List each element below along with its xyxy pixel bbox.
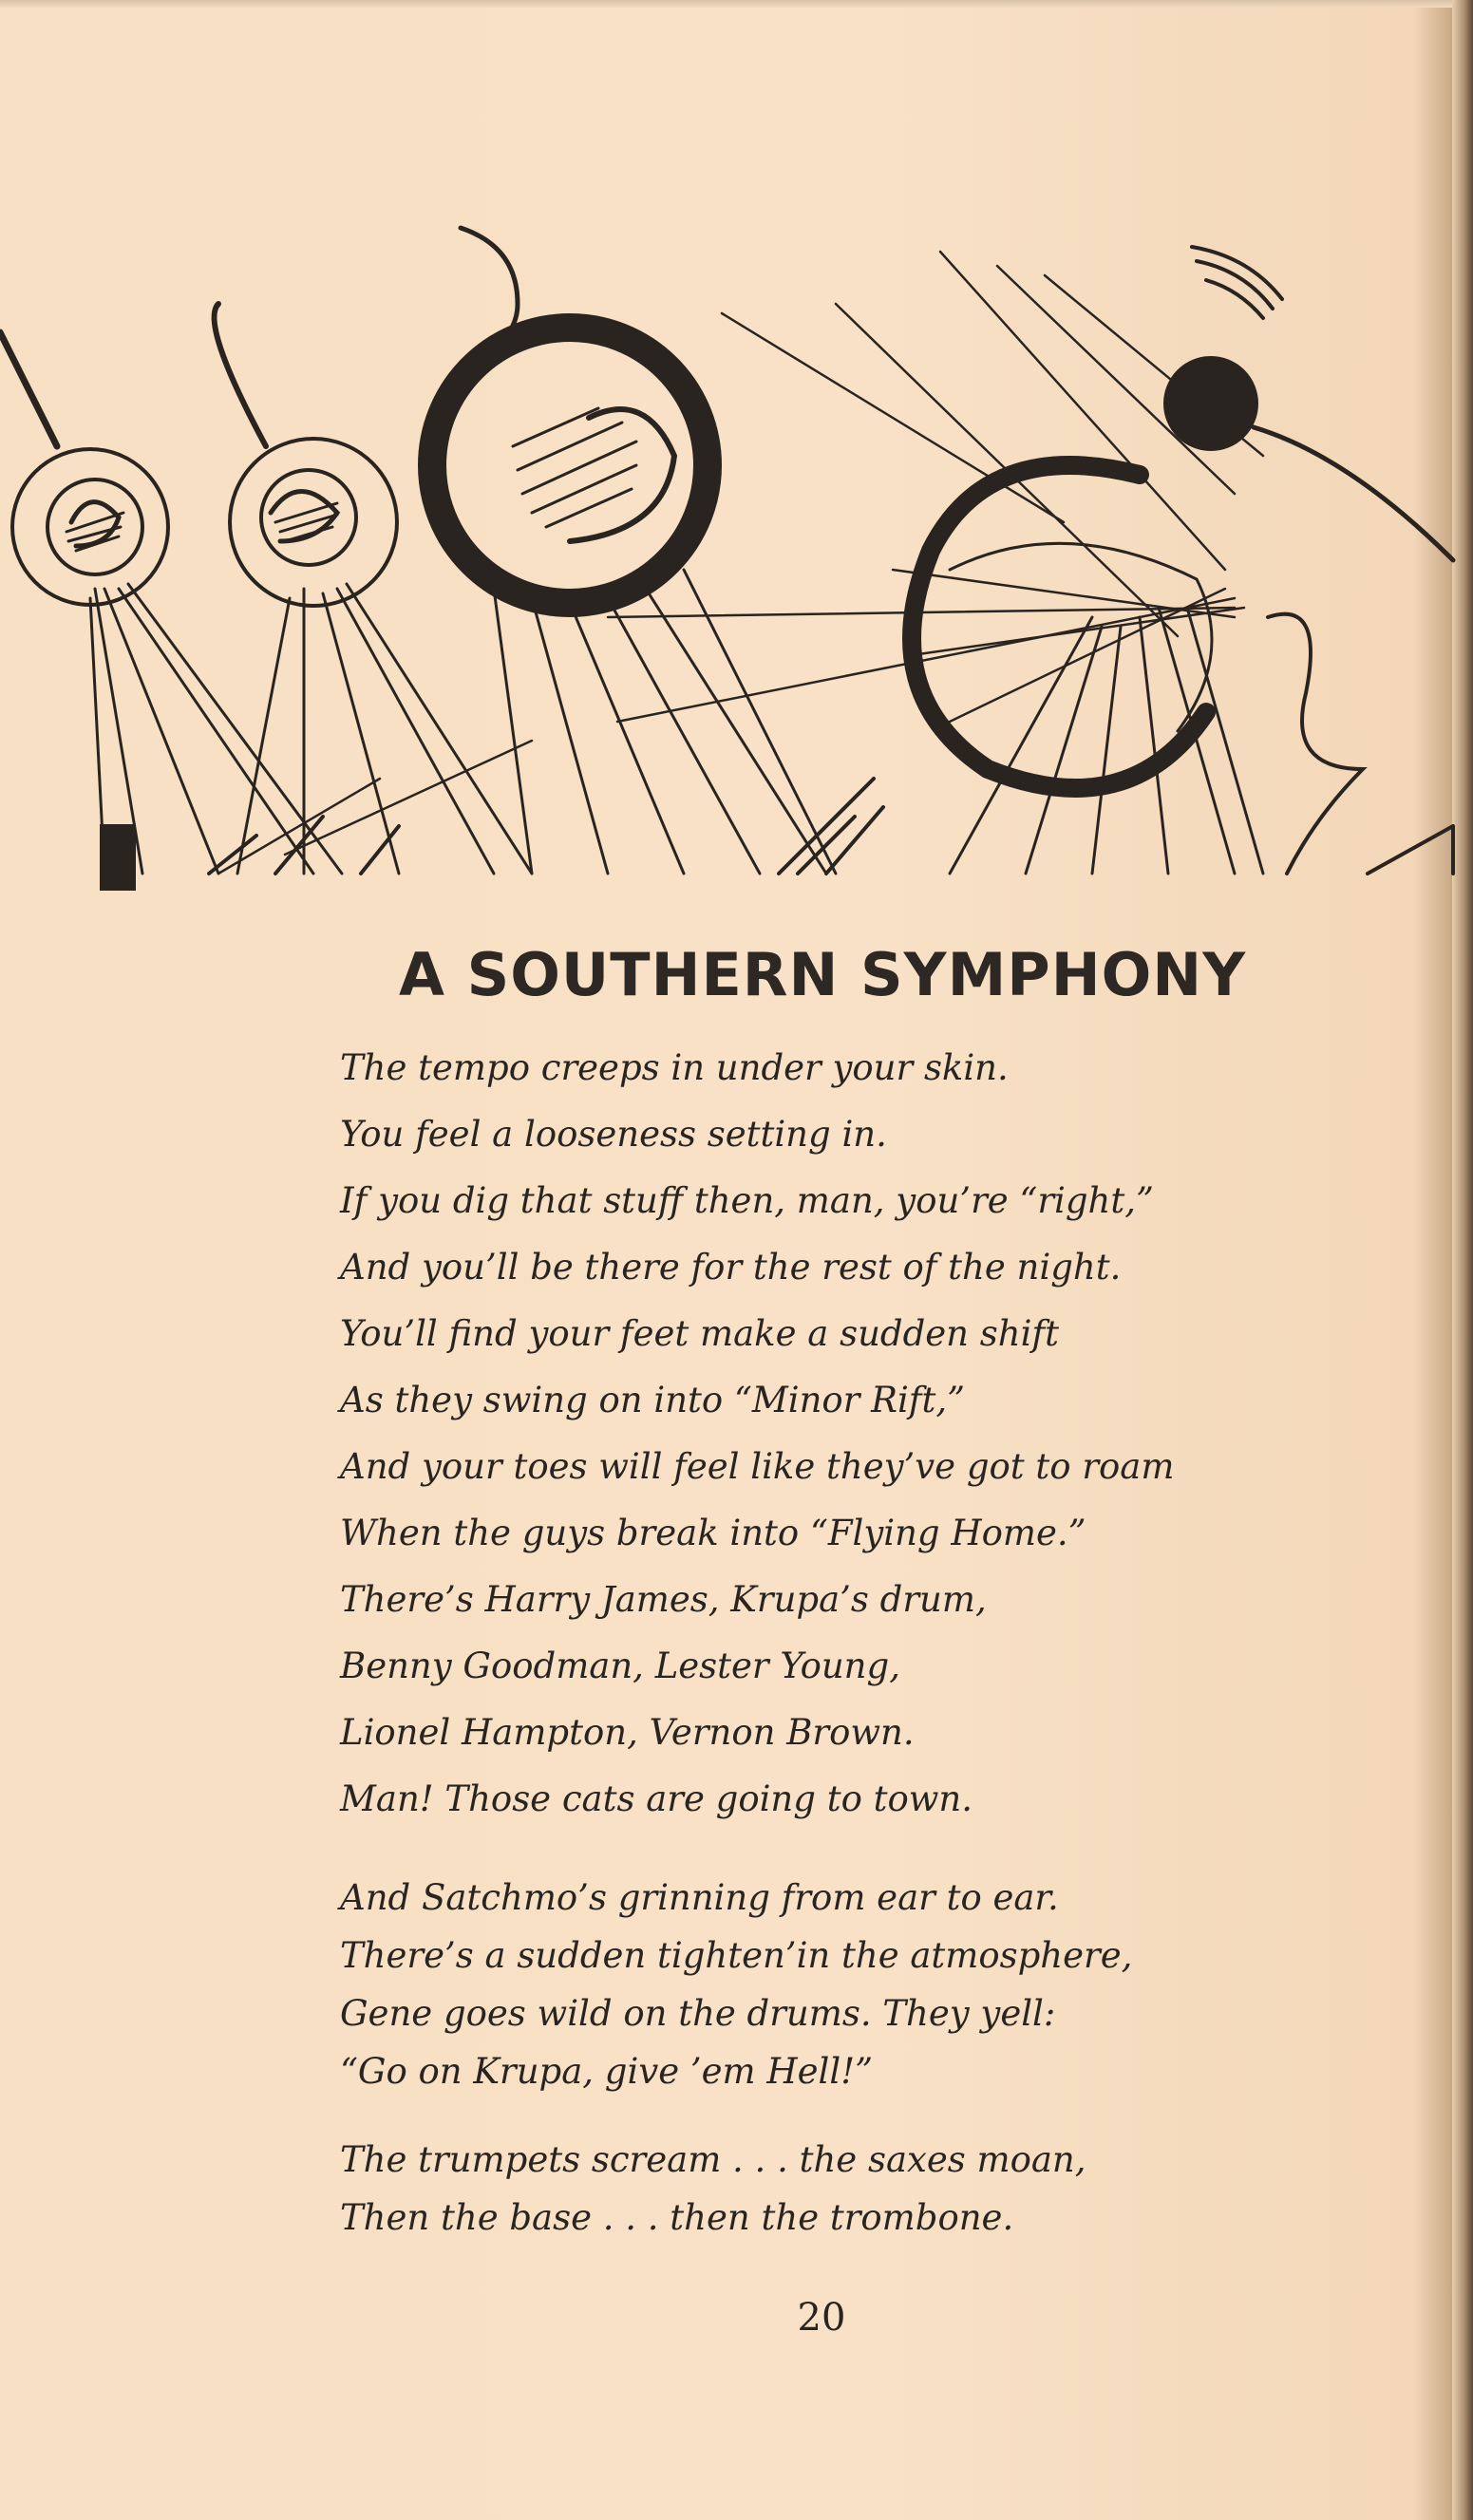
- ground-lines: [95, 614, 1463, 874]
- poem-line: Man! Those cats are going to town.: [340, 1778, 973, 1819]
- stanza: [340, 1869, 1290, 2100]
- stanza: [340, 2131, 1290, 2247]
- poem-line: And your toes will feel like they’ve got to roam: [340, 1446, 1175, 1487]
- poem-body: [340, 1035, 1290, 2247]
- poem-line: Lionel Hampton, Vernon Brown.: [340, 1712, 915, 1753]
- poem-line: If you dig that stuff then, man, you’re “right,”: [340, 1180, 1154, 1221]
- poem-line: Then the base . . . then the trombone.: [340, 2197, 1014, 2238]
- poem-line: The tempo creeps in under your skin.: [340, 1047, 1009, 1088]
- spotlight-1: [0, 332, 342, 891]
- poem-line: And Satchmo’s grinning from ear to ear.: [340, 1877, 1059, 1918]
- poem-line: When the guys break into “Flying Home.”: [340, 1513, 1086, 1553]
- spotlight-4: [893, 465, 1263, 874]
- poem-line: You’ll find your feet make a sudden shift: [340, 1313, 1059, 1354]
- poem-line: There’s a sudden tighten’in the atmosphere,: [340, 1935, 1133, 1976]
- stanza: [340, 1035, 1290, 1833]
- poem-line: As they swing on into “Minor Rift,”: [340, 1380, 966, 1420]
- poem-line: There’s Harry James, Krupa’s drum,: [340, 1579, 987, 1620]
- spotlight-5: [1165, 247, 1453, 560]
- poem-line: And you’ll be there for the rest of the night.: [340, 1247, 1122, 1288]
- poem-line: Benny Goodman, Lester Young,: [340, 1646, 900, 1686]
- poem-title: A SOUTHERN SYMPHONY: [399, 940, 1247, 1009]
- poem-line: Gene goes wild on the drums. They yell:: [340, 1993, 1056, 2034]
- poem-line: “Go on Krupa, give ’em Hell!”: [340, 2051, 873, 2092]
- page-number: 20: [797, 2296, 846, 2340]
- jazz-illustration: [0, 209, 1473, 893]
- page-top-edge: [0, 0, 1473, 8]
- poem-line: You feel a looseness setting in.: [340, 1114, 887, 1155]
- poem-line: The trumpets scream . . . the saxes moan,: [340, 2139, 1086, 2180]
- spotlight-3: [432, 228, 836, 874]
